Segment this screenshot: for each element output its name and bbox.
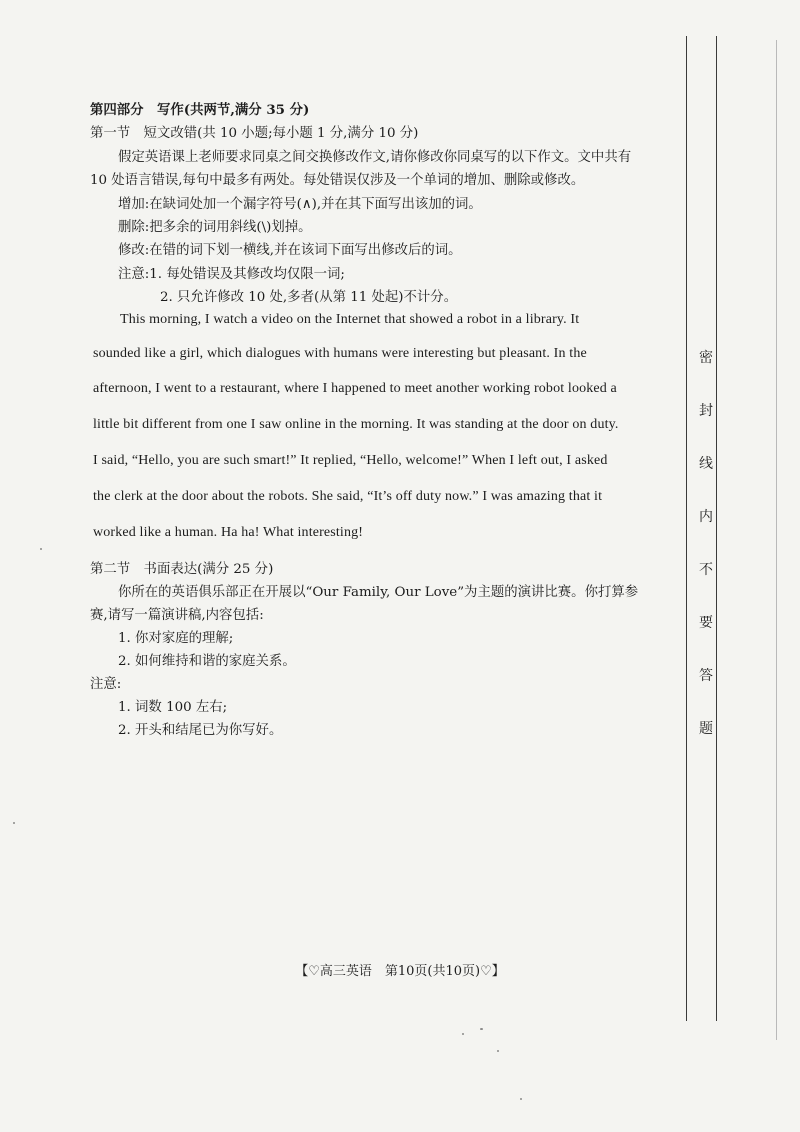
scan-speck [497,1050,499,1052]
section1-heading: 第一节 短文改错(共 10 小题;每小题 1 分,满分 10 分) [90,126,419,141]
delete-rule: 删除:把多余的词用斜线(\)划掉。 [118,220,312,235]
prompt-line: 赛,请写一篇演讲稿,内容包括: [90,608,264,623]
seal-char: 内 [699,509,713,525]
content-point: 2. 如何维持和谐的家庭关系。 [118,654,296,669]
binding-line-right [716,36,717,1021]
passage-line: afternoon, I went to a restaurant, where I happened to meet another working robot looked a [93,381,617,396]
scan-speck [480,1028,483,1030]
section2-heading: 第二节 书面表达(满分 25 分) [90,562,274,577]
seal-char: 线 [699,456,713,472]
seal-char: 题 [699,721,713,737]
instruction-line: 10 处语言错误,每句中最多有两处。每处错误仅涉及一个单词的增加、删除或修改。 [90,173,585,188]
passage-line: little bit different from one I saw online in the morning. It was standing at the door on duty. [93,417,619,432]
scan-speck [520,1098,522,1100]
passage-line: the clerk at the door about the robots. She said, “It’s off duty now.” I was amazing that it [93,489,603,504]
modify-rule: 修改:在错的词下划一横线,并在该词下面写出修改后的词。 [118,243,462,258]
note-label: 注意: [90,677,122,692]
passage-line: sounded like a girl, which dialogues with humans were interesting but pleasant. In the [93,346,587,361]
scan-speck [40,548,42,550]
add-rule: 增加:在缺词处加一个漏字符号(∧),并在其下面写出该加的词。 [118,197,482,212]
seal-char: 答 [699,668,713,684]
requirement: 2. 开头和结尾已为你写好。 [118,723,283,738]
seal-char: 要 [699,615,713,631]
content-point: 1. 你对家庭的理解; [118,631,234,646]
binding-line-left [686,36,687,1021]
scan-speck [13,822,15,824]
binding-line-edge [776,40,777,1040]
note-line: 注意:1. 每处错误及其修改均仅限一词; [118,267,345,282]
passage-line: worked like a human. Ha ha! What interesting! [93,525,364,540]
scan-speck [462,1033,464,1035]
note-line: 2. 只允许修改 10 处,多者(从第 11 处起)不计分。 [160,290,458,305]
seal-char: 封 [699,403,713,419]
seal-char: 密 [699,350,713,366]
passage-line: This morning, I watch a video on the Internet that showed a robot in a library. It [120,312,580,327]
page-footer: 【♡高三英语 第10页(共10页)♡】 [295,964,505,979]
passage-line: I said, “Hello, you are such smart!” It replied, “Hello, welcome!” When I left out, I asked [93,453,608,468]
part-heading: 第四部分 写作(共两节,满分 35 分) [90,102,310,118]
seal-char: 不 [699,562,713,578]
requirement: 1. 词数 100 左右; [118,700,228,715]
instruction-line: 假定英语课上老师要求同桌之间交换修改作文,请你修改你同桌写的以下作文。文中共有 [118,150,632,165]
prompt-line: 你所在的英语俱乐部正在开展以“Our Family, Our Love”为主题的演讲比赛。你打算参 [118,585,639,600]
